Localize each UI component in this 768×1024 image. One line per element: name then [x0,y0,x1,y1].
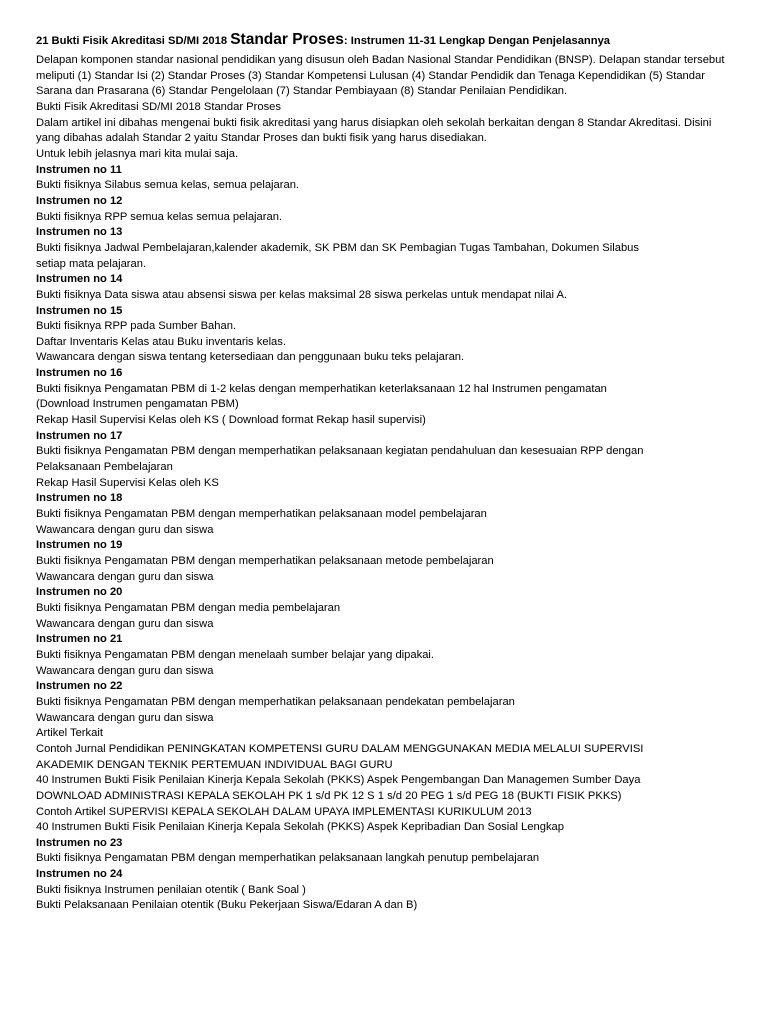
related-article-link[interactable]: 40 Instrumen Bukti Fisik Penilaian Kinerja Kepala Sekolah (PKKS) Aspek Pengembangan Dan Managemen Sumber Daya [36,774,641,787]
instrumen-heading-12: Instrumen no 12 [36,194,123,207]
instrumen-heading-20: Instrumen no 20 [36,586,123,599]
instrumen-heading-16: Instrumen no 16 [36,367,123,380]
instrumen-heading-19: Instrumen no 19 [36,539,123,552]
text-line: Bukti fisiknya Pengamatan PBM dengan memperhatikan pelaksanaan metode pembelajaran [36,555,494,567]
text-line: Bukti fisiknya Pengamatan PBM dengan memperhatikan pelaksanaan langkah penutup pembelajaran [36,852,540,865]
text-line: Bukti fisiknya Silabus semua kelas, semua pelajaran. [36,179,300,192]
related-article-link[interactable]: Contoh Jurnal Pendidikan PENINGKATAN KOMPETENSI GURU DALAM MENGGUNAKAN MEDIA MELALUI SUPERVISI [36,742,644,755]
text-line: Bukti fisiknya RPP pada Sumber Bahan. [36,320,237,333]
text-line: Bukti fisiknya Instrumen penilaian otentik ( Bank Soal ) [36,883,306,896]
related-article-link[interactable]: 40 Instrumen Bukti Fisik Penilaian Kinerja Kepala Sekolah (PKKS) Aspek Kepribadian Dan Sosial Lengkap [36,821,564,834]
text-line: setiap mata pelajaran. [36,257,147,270]
instrumen-heading-18: Instrumen no 18 [36,492,123,505]
text-line: Bukti fisiknya Pengamatan PBM dengan media pembelajaran [36,601,341,614]
instrumen-heading-15: Instrumen no 15 [36,304,123,317]
text-line: Bukti fisiknya Pengamatan PBM dengan memperhatikan pelaksanaan model pembelajaran [36,508,487,521]
instrumen-heading-17: Instrumen no 17 [36,429,123,442]
instrumen-heading-23: Instrumen no 23 [36,836,123,849]
text-line: Wawancara dengan siswa tentang ketersediaan dan penggunaan buku teks pelajaran. [36,351,465,364]
instrumen-heading-14: Instrumen no 14 [36,273,123,286]
intro-article: Dalam artikel ini dibahas mengenai bukti fisik akreditasi yang harus disiapkan oleh sekolah berkaitan dengan 8 Standar Akreditasi. Disini yang dibahas adalah Standar 2 yaitu Standar Proses dan bukti fisik yang harus disediakan. [36,116,712,145]
text-line: Wawancara dengan guru dan siswa [36,711,214,724]
text-line: Bukti fisiknya Pengamatan PBM di 1-2 kelas dengan memperhatikan keterlaksanaan 12 hal Instrumen pengamatan [36,382,607,395]
text-line: Pelaksanaan Pembelajaran [36,461,173,474]
download-link-rekap-supervisi[interactable]: Rekap Hasil Supervisi Kelas oleh KS ( Download format Rekap hasil supervisi) [36,414,426,427]
intro-start: Untuk lebih jelasnya mari kita mulai saja. [36,147,239,160]
text-line: Bukti fisiknya Jadwal Pembelajaran,kalender akademik, SK PBM dan SK Pembagian Tugas Tambahan, Dokumen Silabus [36,241,640,254]
instrumen-heading-24: Instrumen no 24 [36,868,123,881]
text-line: Wawancara dengan guru dan siswa [36,570,214,583]
text-line: Daftar Inventaris Kelas atau Buku inventaris kelas. [36,335,286,348]
related-article-link[interactable]: DOWNLOAD ADMINISTRASI KEPALA SEKOLAH PK 1 s/d PK 12 S 1 s/d 20 PEG 1 s/d PEG 18 (BUKTI FISIK PKKS) [36,789,622,802]
instrumen-heading-21: Instrumen no 21 [36,633,123,646]
text-line: Rekap Hasil Supervisi Kelas oleh KS [36,476,219,489]
instrumen-heading-13: Instrumen no 13 [36,226,123,239]
related-article-link[interactable]: AKADEMIK DENGAN TEKNIK PERTEMUAN INDIVIDUAL BAGI GURU [36,758,393,771]
intro-paragraph: Delapan komponen standar nasional pendidikan yang disusun oleh Badan Nasional Standar Pendidikan (BNSP). Delapan standar tersebut meliputi (1) Standar Isi (2) Standar Proses (3) Standar Kompetensi Lulusan (4) Standar Pendidik dan Tenaga Kependidikan (5) Standar Sarana dan Prasarana (6) Standar Pengelolaan (7) Standar Pembiayaan (8) Standar Penilaian Pendidikan. [36,54,725,98]
intro-heading: Bukti Fisik Akreditasi SD/MI 2018 Standar Proses [36,100,281,113]
text-line: Bukti fisiknya Pengamatan PBM dengan menelaah sumber belajar yang dipakai. [36,648,435,661]
text-line: Bukti fisiknya Pengamatan PBM dengan memperhatikan pelaksanaan pendekatan pembelajaran [36,695,515,708]
text-line: Wawancara dengan guru dan siswa [36,617,214,630]
text-line: Bukti Pelaksanaan Penilaian otentik (Buku Pekerjaan Siswa/Edaran A dan B) [36,899,418,912]
related-article-link[interactable]: Contoh Artikel SUPERVISI KEPALA SEKOLAH DALAM UPAYA IMPLEMENTASI KURIKULUM 2013 [36,805,532,818]
download-link-pengamatan[interactable]: (Download Instrumen pengamatan PBM) [36,398,239,411]
document-title [36,31,738,50]
title-prefix: 21 Bukti Fisik Akreditasi SD/MI 2018 [36,35,231,47]
text-line: Bukti fisiknya Data siswa atau absensi siswa per kelas maksimal 28 siswa perkelas untuk mendapat nilai A. [36,288,568,301]
text-line: Wawancara dengan guru dan siswa [36,664,214,677]
title-suffix: : Instrumen 11-31 Lengkap Dengan Penjelasannya [343,35,611,47]
text-line: Bukti fisiknya RPP semua kelas semua pelajaran. [36,210,283,223]
instrumen-heading-22: Instrumen no 22 [36,680,123,693]
text-line: Wawancara dengan guru dan siswa [36,523,214,536]
instrumen-heading-11: Instrumen no 11 [36,163,122,176]
related-articles-heading: Artikel Terkait [36,727,103,740]
title-emphasis: Standar Proses [230,31,344,48]
text-line: Bukti fisiknya Pengamatan PBM dengan memperhatikan pelaksanaan kegiatan pendahuluan dan kesesuaian RPP dengan [36,445,644,458]
